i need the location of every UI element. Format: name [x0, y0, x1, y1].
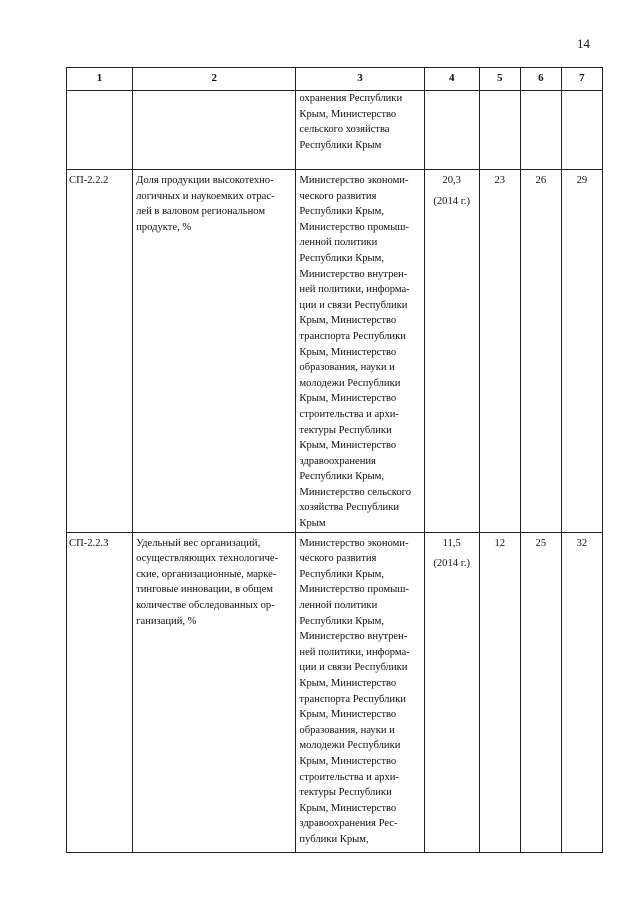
base-value: 11,5 — [442, 537, 461, 549]
org-line: ней политики, информа- — [299, 284, 410, 296]
value-col5: 12 — [479, 532, 520, 852]
org-line: ческого развития — [299, 553, 377, 565]
org-line: Крым, Министерство — [299, 709, 397, 721]
org-line: публики Крым, — [299, 833, 369, 845]
cell-empty — [561, 91, 602, 170]
org-line: Крым, Министерство — [299, 315, 397, 327]
name-line: Доля продукции высокотехно- — [136, 175, 274, 186]
indicators-table — [66, 67, 603, 853]
cell-empty — [520, 91, 561, 170]
org-line: Республики Крым, — [299, 615, 385, 627]
name-line: осуществляющих технологиче- — [136, 553, 279, 565]
org-line: транспорта Республики — [299, 693, 406, 705]
org-line: тектуры Республики — [299, 787, 392, 799]
org-line: Министерство промыш- — [299, 221, 409, 233]
cell-empty — [479, 91, 520, 170]
value-col7: 32 — [561, 532, 602, 852]
org-line: Крым, Министерство — [299, 108, 397, 120]
org-line: Крым, Министерство — [299, 802, 397, 814]
org-line: образования, науки и — [299, 724, 395, 736]
header-cell-4: 4 — [424, 68, 479, 91]
value-col5: 23 — [479, 170, 520, 533]
org-line: Крым, Министерство — [299, 678, 397, 689]
page-number: 14 — [577, 36, 590, 51]
org-line: ленной политики — [299, 237, 378, 249]
cell-responsible-orgs — [296, 170, 424, 533]
indicator-name — [133, 532, 296, 852]
org-line: ней политики, информа- — [299, 646, 410, 658]
org-line: сельского хозяйства — [299, 124, 390, 136]
indicator-code: СП-2.2.2 — [67, 170, 133, 533]
org-line: Министерство сельского — [299, 486, 412, 498]
cell-empty — [424, 91, 479, 170]
table-row — [67, 170, 603, 533]
cell-responsible-orgs — [296, 91, 424, 170]
org-line: тектуры Республики — [299, 424, 392, 436]
org-line: хозяйства Республики — [299, 502, 400, 514]
header-cell-2: 2 — [133, 68, 296, 91]
indicator-name — [133, 170, 296, 533]
org-line: строительства и архи- — [299, 408, 399, 420]
org-line: ленной политики — [299, 600, 378, 612]
org-line: Крым — [299, 518, 326, 530]
org-line: молодежи Республики — [299, 740, 401, 752]
org-line: Министерство промыш- — [299, 584, 409, 596]
org-line: ческого развития — [299, 190, 377, 202]
header-cell-6: 6 — [520, 68, 561, 91]
org-line: Министерство экономи- — [299, 537, 409, 549]
value-col7: 29 — [561, 170, 602, 533]
org-line: Республики Крым — [299, 139, 382, 151]
header-cell-7: 7 — [561, 68, 602, 91]
indicator-code: СП-2.2.3 — [67, 532, 133, 852]
org-line: Республики Крым, — [299, 568, 385, 580]
org-line: Министерство экономи- — [299, 175, 409, 186]
org-line: ции и связи Республики — [299, 299, 408, 311]
header-cell-3: 3 — [296, 68, 424, 91]
org-line: молодежи Республики — [299, 377, 401, 389]
base-year: (2014 г.) — [433, 558, 471, 570]
base-year: (2014 г.) — [433, 195, 471, 207]
cell-responsible-orgs — [296, 532, 424, 852]
name-line: лей в валовом региональном — [136, 206, 266, 218]
name-line: тинговые инновации, в общем — [136, 584, 274, 596]
cell-name-empty — [133, 91, 296, 170]
table-row-continuation — [67, 91, 603, 170]
org-line: Крым, Министерство — [299, 346, 397, 358]
name-line: продукте, % — [136, 221, 192, 233]
header-cell-5: 5 — [479, 68, 520, 91]
org-line: Республики Крым, — [299, 471, 385, 483]
org-line: Республики Крым, — [299, 206, 385, 218]
table-header-row — [67, 68, 603, 91]
name-line: Удельный вес организаций, — [136, 537, 261, 549]
value-col6: 26 — [520, 170, 561, 533]
header-cell-1: 1 — [67, 68, 133, 91]
org-line: Крым, Министерство — [299, 440, 397, 452]
table-row — [67, 532, 603, 852]
org-line: строительства и архи- — [299, 771, 399, 783]
org-line: Крым, Министерство — [299, 755, 397, 767]
base-value-cell — [424, 532, 479, 852]
org-line: здравоохранения Рес- — [299, 818, 398, 830]
org-line: транспорта Республики — [299, 330, 406, 342]
base-value: 20,3 — [442, 175, 461, 186]
org-line: Министерство внутрен- — [299, 631, 408, 643]
org-line: охранения Республики — [299, 93, 403, 104]
name-line: логичных и наукоемких отрас- — [136, 190, 275, 202]
org-line: Республики Крым, — [299, 252, 385, 264]
org-line: ции и связи Республики — [299, 662, 408, 674]
org-line: Министерство внутрен- — [299, 268, 408, 280]
base-value-cell — [424, 170, 479, 533]
name-line: ские, организационные, марке- — [136, 568, 277, 580]
org-line: здравоохранения — [299, 455, 376, 467]
cell-code-empty — [67, 91, 133, 170]
name-line: ганизаций, % — [136, 615, 197, 627]
name-line: количестве обследованных ор- — [136, 600, 275, 612]
value-col6: 25 — [520, 532, 561, 852]
org-line: Крым, Министерство — [299, 393, 397, 405]
org-line: образования, науки и — [299, 362, 395, 374]
